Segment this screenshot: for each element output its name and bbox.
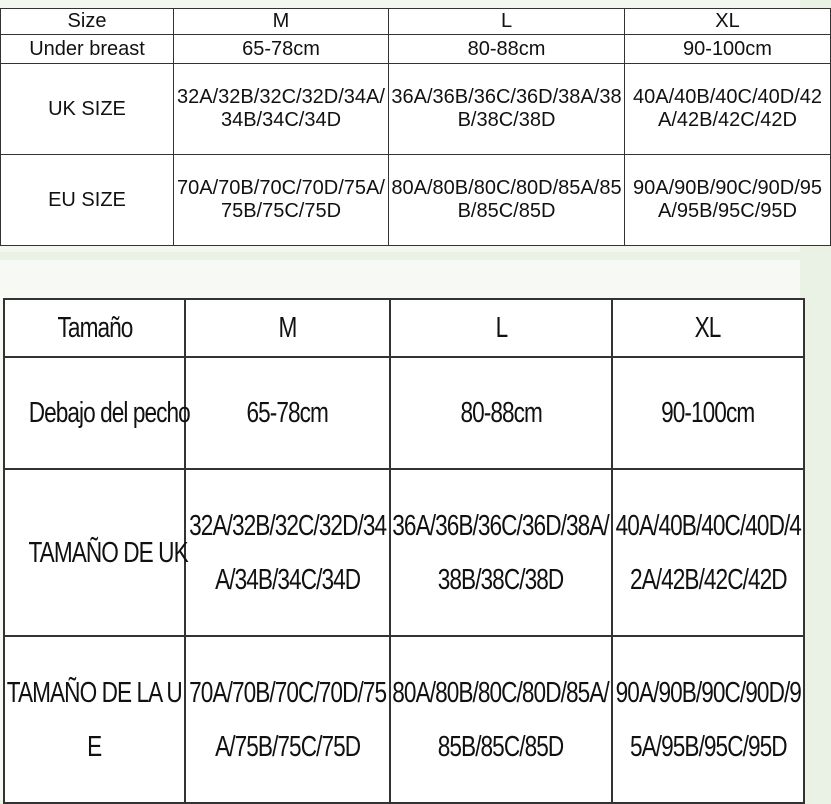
table-cell: 40A/40B/40C/40D/42A/42B/42C/42D [625, 64, 831, 155]
table-cell: 70A/70B/70C/70D/75A/75B/75C/75D [189, 676, 386, 763]
table-cell: 90-100cm [661, 397, 755, 429]
header-cell-size: Size [1, 9, 174, 35]
table-cell: 90-100cm [625, 35, 831, 64]
table-header-row [1, 9, 831, 35]
table-cell-wrap [185, 469, 390, 636]
header-cell-m: M [174, 9, 389, 35]
header-cell-l: L [389, 9, 625, 35]
table-cell: 70A/70B/70C/70D/75A/75B/75C/75D [174, 155, 389, 246]
row-label: TAMAÑO DE LA UE [6, 676, 183, 763]
header-cell-m-wrap [185, 299, 390, 357]
spanish-size-table [3, 298, 805, 804]
table-cell: 65-78cm [246, 397, 329, 429]
table-cell-wrap [390, 357, 612, 469]
table-cell: 90A/90B/90C/90D/95A/95B/95C/95D [615, 676, 801, 763]
header-cell-tamano-wrap [4, 299, 185, 357]
header-cell-m: M [278, 312, 297, 344]
header-cell-xl: XL [695, 312, 721, 344]
table-header-row [4, 299, 804, 357]
table-cell: 80-88cm [389, 35, 625, 64]
table-cell: 65-78cm [174, 35, 389, 64]
row-label-wrap [4, 469, 188, 636]
table-cell: 36A/36B/36C/36D/38A/38B/38C/38D [392, 509, 610, 596]
header-cell-xl-wrap [612, 299, 804, 357]
row-label: Debajo del pecho [28, 397, 190, 429]
table-row-uk-size [1, 64, 831, 155]
table-cell-wrap [612, 469, 804, 636]
table-row-under-breast [1, 35, 831, 64]
table-cell-wrap [612, 636, 804, 803]
header-cell-tamano: Tamaño [57, 312, 132, 344]
row-label: TAMAÑO DE UK [28, 536, 188, 569]
header-cell-l-wrap [390, 299, 612, 357]
table-cell: 80A/80B/80C/80D/85A/85B/85C/85D [389, 155, 625, 246]
table-cell-wrap [390, 636, 612, 803]
table-cell-wrap [185, 636, 390, 803]
table-cell: 40A/40B/40C/40D/42A/42B/42C/42D [615, 509, 801, 596]
table-cell: 80A/80B/80C/80D/85A/85B/85C/85D [392, 676, 610, 763]
spanish-size-chart [0, 260, 800, 800]
english-size-chart [0, 0, 823, 252]
english-size-table [0, 8, 831, 246]
row-label: Under breast [1, 35, 174, 64]
table-cell: 80-88cm [460, 397, 542, 429]
table-row-debajo-del-pecho [4, 357, 804, 469]
table-row-tamano-de-la-ue [4, 636, 804, 803]
table-cell-wrap [185, 357, 390, 469]
table-cell: 90A/90B/90C/90D/95A/95B/95C/95D [625, 155, 831, 246]
header-cell-l: L [495, 312, 507, 344]
header-cell-xl: XL [625, 9, 831, 35]
table-cell: 32A/32B/32C/32D/34A/34B/34C/34D [189, 509, 386, 596]
row-label: UK SIZE [1, 64, 174, 155]
table-cell-wrap [612, 357, 804, 469]
row-label: EU SIZE [1, 155, 174, 246]
row-label-wrap [4, 636, 185, 803]
table-cell-wrap [390, 469, 612, 636]
table-row-eu-size [1, 155, 831, 246]
table-cell: 36A/36B/36C/36D/38A/38B/38C/38D [389, 64, 625, 155]
row-label-wrap [4, 357, 190, 469]
table-row-tamano-de-uk [4, 469, 804, 636]
table-cell: 32A/32B/32C/32D/34A/34B/34C/34D [174, 64, 389, 155]
